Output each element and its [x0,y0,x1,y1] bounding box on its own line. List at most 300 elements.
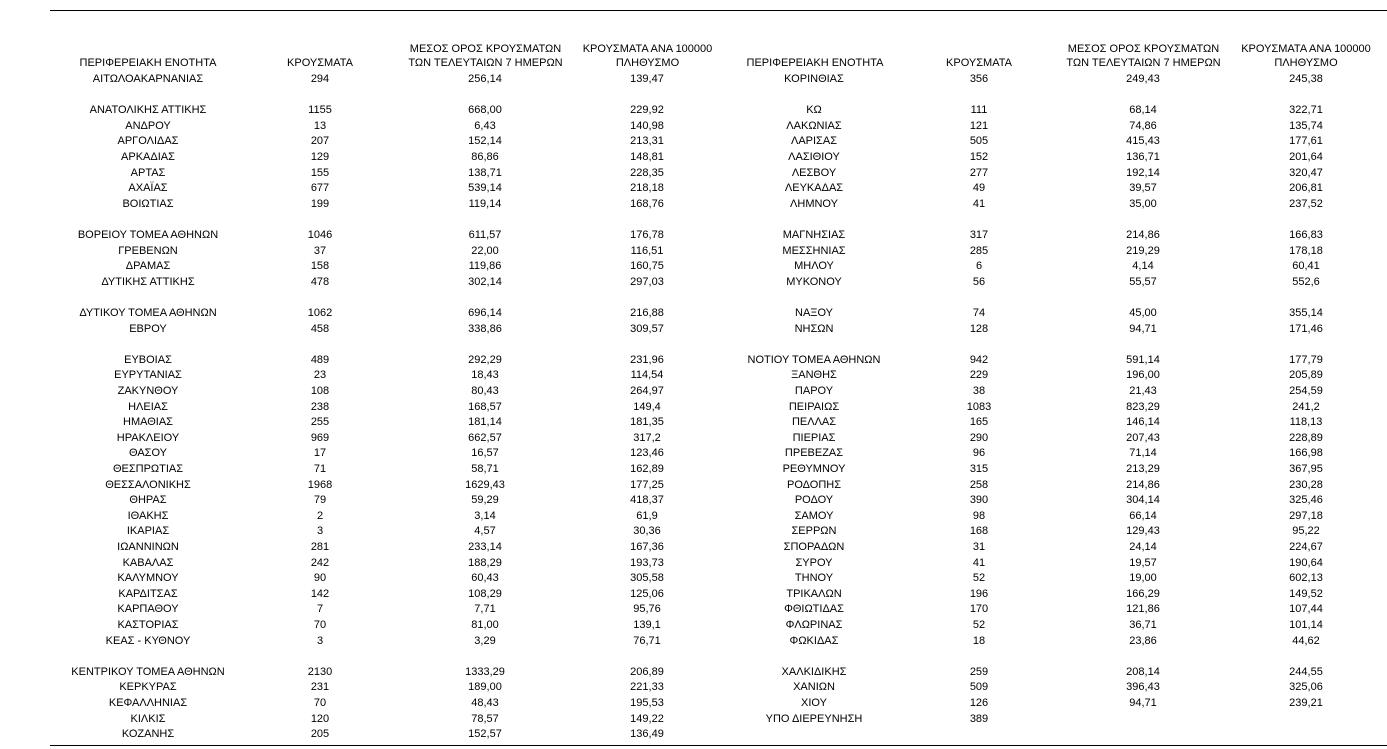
region-cell: ΑΧΑΪΑΣ [128,182,168,195]
cases-cell: 79 [313,494,327,507]
region-cell: ΚΕΝΤΡΙΚΟΥ ΤΟΜΕΑ ΑΘΗΝΩΝ [71,665,225,678]
cases-cell: 258 [969,478,989,491]
cases-cell: 90 [313,572,327,585]
region-cell: ΗΛΕΙΑΣ [128,400,168,413]
per100k-cell: 136,49 [630,728,664,741]
cases-cell: 71 [313,463,327,475]
avg-cell: 219,29 [1126,244,1160,257]
region-cell: ΑΡΤΑΣ [130,166,166,179]
cases-cell: 1062 [307,307,333,319]
region-cell: ΒΟΙΩΤΙΑΣ [122,197,174,210]
per100k-cell: 30,36 [633,525,661,538]
per100k-cell: 101,14 [1289,619,1323,631]
per100k-cell: 176,78 [630,229,664,241]
per100k-cell: 171,46 [1289,322,1323,335]
cases-cell: 70 [313,697,327,709]
cases-cell: 199 [310,197,330,210]
per100k-cell: 229,92 [630,104,664,117]
cases-cell: 2130 [307,665,333,678]
cases-cell: 129 [310,151,330,163]
per100k-cell: 228,89 [1289,431,1323,444]
avg-cell: 233,14 [468,541,502,553]
per100k-cell: 149,22 [630,712,664,725]
region-cell: ΚΑΡΔΙΤΣΑΣ [118,587,178,600]
region-cell: ΔΡΑΜΑΣ [125,260,171,273]
per100k-cell: 325,46 [1289,494,1323,507]
region-cell: ΗΜΑΘΙΑΣ [123,416,173,429]
avg-cell: 4,14 [1132,260,1154,273]
avg-cell: 207,43 [1126,431,1160,444]
avg-cell: 188,29 [468,556,502,569]
avg-cell: 39,57 [1129,182,1157,195]
header-avg-left: ΜΕΣΟΣ ΟΡΟΣ ΚΡΟΥΣΜΑΤΩΝ ΤΩΝ ΤΕΛΕΥΤΑΙΩΝ 7 ΗΜΕΡΩΝ [408,43,563,69]
avg-cell: 214,86 [1126,229,1160,241]
cases-cell: 315 [969,463,989,475]
region-cell: ΕΥΒΟΙΑΣ [124,353,172,366]
avg-cell: 119,86 [468,260,502,273]
cases-cell: 505 [969,135,989,148]
cases-cell: 255 [310,416,330,429]
avg-cell: 24,14 [1129,541,1157,553]
per100k-cell: 297,18 [1289,509,1323,522]
per100k-cell: 177,25 [630,478,664,491]
avg-cell: 1333,29 [465,665,505,678]
cases-cell: 259 [969,665,989,678]
per100k-cell: 60,41 [1292,260,1320,273]
cases-cell: 152 [969,151,989,163]
per100k-cell: 418,37 [630,494,664,507]
per100k-cell: 178,18 [1289,244,1323,257]
cases-cell: 677 [310,182,330,195]
cases-cell: 18 [972,634,986,647]
cases-cell: 41 [972,197,986,210]
per100k-cell: 322,71 [1289,104,1323,117]
cases-cell: 196 [969,587,989,600]
cases-cell: 13 [313,119,327,132]
cases-cell: 205 [310,728,330,741]
avg-cell: 45,00 [1129,307,1157,319]
per100k-cell: 218,18 [630,182,664,195]
region-cell: ΚΕΑΣ - ΚΥΘΝΟΥ [105,634,191,647]
region-cell: ΡΟΔΟΥ [794,494,834,507]
per100k-cell: 305,58 [630,572,664,585]
region-cell: ΘΕΣΠΡΩΤΙΑΣ [112,463,184,475]
cases-cell: 231 [310,681,330,694]
per100k-cell: 320,47 [1289,166,1323,179]
per100k-cell: 76,71 [633,634,661,647]
cases-cell: 1083 [966,400,992,413]
cases-cell: 3 [316,525,324,538]
per100k-cell: 245,38 [1289,73,1323,85]
per100k-cell: 206,81 [1289,182,1323,195]
cases-cell: 49 [972,182,986,195]
cases-cell: 389 [969,712,989,725]
per100k-cell: 325,06 [1289,681,1323,694]
region-cell: ΝΟΤΙΟΥ ΤΟΜΕΑ ΑΘΗΝΩΝ [747,353,881,366]
avg-cell: 696,14 [468,307,502,319]
avg-cell: 119,14 [468,197,502,210]
avg-cell: 1629,43 [465,478,505,491]
avg-cell: 94,71 [1129,322,1157,335]
avg-cell: 539,14 [468,182,502,195]
per100k-cell: 162,89 [630,463,664,475]
avg-cell: 214,86 [1126,478,1160,491]
cases-cell: 1155 [308,104,332,117]
header-region-left: ΠΕΡΙΦΕΡΕΙΑΚΗ ΕΝΟΤΗΤΑ [79,57,217,69]
cases-cell: 121 [969,119,989,132]
per100k-cell: 149,52 [1289,587,1323,600]
region-cell: ΙΚΑΡΙΑΣ [126,525,170,538]
region-cell: ΚΟΖΑΝΗΣ [121,728,175,741]
cases-cell: 6 [975,260,983,273]
avg-cell: 48,43 [471,697,499,709]
avg-cell: 292,29 [468,353,502,366]
region-cell: ΛΕΣΒΟΥ [791,166,837,179]
cases-cell: 70 [313,619,327,631]
avg-cell: 78,57 [471,712,499,725]
cases-cell: 52 [972,572,986,585]
per100k-cell: 355,14 [1289,307,1323,319]
cases-cell: 168 [969,525,989,538]
avg-cell: 668,00 [468,104,502,117]
per100k-cell: 224,67 [1289,541,1323,553]
cases-cell: 96 [972,447,986,460]
avg-cell: 68,14 [1129,104,1157,117]
avg-cell: 60,43 [471,572,499,585]
cases-cell: 74 [972,307,986,319]
cases-cell: 969 [310,431,330,444]
region-cell: ΚΑΣΤΟΡΙΑΣ [117,619,179,631]
avg-cell: 189,00 [468,681,502,694]
per100k-cell: 139,1 [633,619,661,631]
per100k-cell: 241,2 [1292,400,1320,413]
cases-cell: 38 [972,385,986,397]
cases-cell: 3 [316,634,324,647]
per100k-cell: 367,95 [1289,463,1323,475]
per100k-cell: 116,51 [630,244,664,257]
region-cell: ΔΥΤΙΚΗΣ ΑΤΤΙΚΗΣ [101,275,195,288]
per100k-cell: 309,57 [630,322,664,335]
cases-cell: 111 [970,104,988,117]
header-cases-left: ΚΡΟΥΣΜΑΤΑ [287,57,353,69]
per100k-cell: 125,06 [630,587,664,600]
avg-cell: 168,57 [468,400,502,413]
per100k-cell: 264,97 [630,385,664,397]
region-cell: ΧΑΝΙΩΝ [793,681,835,694]
region-cell: ΙΘΑΚΗΣ [127,509,169,522]
per100k-cell: 206,89 [630,665,664,678]
cases-cell: 98 [972,509,986,522]
avg-cell: 396,43 [1126,681,1160,694]
per100k-cell: 118,13 [1289,416,1323,429]
region-cell: ΠΑΡΟΥ [794,385,834,397]
avg-cell: 94,71 [1129,697,1157,709]
top-rule [50,10,1387,11]
per100k-cell: 193,73 [630,556,664,569]
avg-cell: 18,43 [471,369,499,382]
avg-cell: 249,43 [1126,73,1160,85]
region-cell: ΚΟΡΙΝΘΙΑΣ [784,73,844,85]
region-cell: ΜΕΣΣΗΝΙΑΣ [782,244,846,257]
per100k-cell: 177,61 [1289,135,1323,148]
cases-cell: 509 [969,681,989,694]
cases-cell: 458 [310,322,330,335]
header-per100k-right: ΚΡΟΥΣΜΑΤΑ ΑΝΑ 100000 ΠΛΗΘΥΣΜΟ [1241,43,1371,69]
cases-cell: 1046 [307,229,333,241]
region-cell: ΣΕΡΡΩΝ [791,525,837,538]
per100k-cell: 181,35 [630,416,664,429]
region-cell: ΒΟΡΕΙΟΥ ΤΟΜΕΑ ΑΘΗΝΩΝ [77,229,219,241]
avg-cell: 7,71 [474,603,496,616]
avg-cell: 35,00 [1129,197,1157,210]
region-cell: ΙΩΑΝΝΙΝΩΝ [117,541,179,553]
region-cell: ΛΗΜΝΟΥ [790,197,838,210]
cases-cell: 170 [969,603,989,616]
avg-cell: 611,57 [468,229,502,241]
per100k-cell: 297,03 [630,275,664,288]
region-cell: ΛΑΣΙΘΙΟΥ [788,151,840,163]
region-cell: ΜΗΛΟΥ [794,260,834,273]
avg-cell: 55,57 [1129,275,1157,288]
bottom-rule [50,745,1387,746]
per100k-cell: 148,81 [630,151,664,163]
region-cell: ΜΥΚΟΝΟΥ [786,275,842,288]
region-cell: ΚΑΛΥΜΝΟΥ [117,572,179,585]
per100k-cell: 216,88 [630,307,664,319]
avg-cell: 415,43 [1126,135,1160,148]
region-cell: ΧΙΟΥ [801,697,827,709]
cases-cell: 165 [969,416,989,429]
region-cell: ΚΕΡΚΥΡΑΣ [119,681,177,694]
avg-cell: 71,14 [1129,447,1157,460]
per100k-cell: 139,47 [630,73,664,85]
per100k-cell: 221,33 [630,681,664,694]
region-cell: ΘΑΣΟΥ [128,447,168,460]
avg-cell: 80,43 [471,385,499,397]
region-cell: ΑΙΤΩΛΟΑΚΑΡΝΑΝΙΑΣ [92,73,204,85]
avg-cell: 662,57 [468,431,502,444]
per100k-cell: 114,54 [630,369,664,382]
per100k-cell: 168,76 [630,197,664,210]
region-cell: ΚΩ [806,104,822,117]
region-cell: ΛΑΚΩΝΙΑΣ [786,119,842,132]
per100k-cell: 95,22 [1292,525,1320,538]
per100k-cell: 140,98 [630,119,664,132]
avg-cell: 74,86 [1129,119,1157,132]
cases-cell: 489 [310,353,330,366]
cases-cell: 356 [969,73,989,85]
avg-cell: 59,29 [471,494,499,507]
cases-cell: 277 [969,166,989,179]
cases-cell: 17 [313,447,327,460]
avg-cell: 3,29 [474,634,496,647]
cases-cell: 23 [313,369,327,382]
cases-cell: 390 [969,494,989,507]
region-cell: ΦΩΚΙΔΑΣ [789,634,839,647]
per100k-cell: 123,46 [630,447,664,460]
region-cell: ΚΕΦΑΛΛΗΝΙΑΣ [108,697,188,709]
avg-cell: 16,57 [471,447,499,460]
avg-cell: 22,00 [471,244,499,257]
cases-cell: 120 [310,712,330,725]
cases-cell: 207 [310,135,330,148]
region-cell: ΥΠΟ ΔΙΕΡΕΥΝΗΣΗ [765,712,863,725]
region-cell: ΕΒΡΟΥ [129,322,167,335]
region-cell: ΜΑΓΝΗΣΙΑΣ [782,229,846,241]
region-cell: ΚΑΒΑΛΑΣ [122,556,174,569]
avg-cell: 23,86 [1129,634,1157,647]
avg-cell: 129,43 [1126,525,1160,538]
per100k-cell: 231,96 [630,353,664,366]
per100k-cell: 149,4 [633,400,661,413]
per100k-cell: 205,89 [1289,369,1323,382]
region-cell: ΦΛΩΡΙΝΑΣ [785,619,843,631]
per100k-cell: 239,21 [1289,697,1323,709]
per100k-cell: 135,74 [1289,119,1323,132]
cases-cell: 242 [310,556,330,569]
region-cell: ΠΕΙΡΑΙΩΣ [788,400,840,413]
per100k-cell: 177,79 [1289,353,1323,366]
per100k-cell: 254,59 [1289,385,1323,397]
per100k-cell: 201,64 [1289,151,1323,163]
avg-cell: 591,14 [1126,353,1160,366]
cases-cell: 7 [316,603,324,616]
cases-cell: 281 [310,541,330,553]
cases-cell: 294 [310,73,330,85]
cases-cell: 37 [313,244,327,257]
region-cell: ΝΗΣΩΝ [794,322,834,335]
avg-cell: 196,00 [1126,369,1160,382]
per100k-cell: 95,76 [633,603,661,616]
per100k-cell: 166,83 [1289,229,1323,241]
region-cell: ΗΡΑΚΛΕΙΟΥ [116,431,180,444]
avg-cell: 152,14 [468,135,502,148]
avg-cell: 302,14 [468,275,502,288]
cases-cell: 41 [972,556,986,569]
header-per100k-left: ΚΡΟΥΣΜΑΤΑ ΑΝΑ 100000 ΠΛΗΘΥΣΜΟ [582,43,713,69]
avg-cell: 152,57 [468,728,502,741]
cases-cell: 155 [310,166,330,179]
per100k-cell: 213,31 [630,135,664,148]
region-cell: ΡΕΘΥΜΝΟΥ [782,463,846,475]
cases-cell: 142 [310,587,330,600]
per100k-cell: 602,13 [1289,572,1323,585]
per100k-cell: 195,53 [630,697,664,709]
region-cell: ΣΥΡΟΥ [795,556,833,569]
avg-cell: 4,57 [474,525,496,538]
avg-cell: 6,43 [474,119,496,132]
region-cell: ΧΑΛΚΙΔΙΚΗΣ [781,665,847,678]
region-cell: ΘΕΣΣΑΛΟΝΙΚΗΣ [105,478,191,491]
cases-cell: 229 [969,369,989,382]
per100k-cell: 230,28 [1289,478,1323,491]
avg-cell: 36,71 [1129,619,1157,631]
cases-cell: 158 [310,260,330,273]
avg-cell: 136,71 [1126,151,1160,163]
cases-cell: 128 [969,322,989,335]
region-cell: ΤΡΙΚΑΛΩΝ [786,587,842,600]
region-cell: ΣΑΜΟΥ [794,509,834,522]
per100k-cell: 61,9 [636,509,658,522]
per100k-cell: 160,75 [630,260,664,273]
avg-cell: 19,00 [1129,572,1157,585]
avg-cell: 338,86 [468,322,502,335]
per100k-cell: 317,2 [633,431,661,444]
per100k-cell: 107,44 [1289,603,1323,616]
avg-cell: 108,29 [468,587,502,600]
avg-cell: 3,14 [474,509,496,522]
region-cell: ΑΝΔΡΟΥ [125,119,171,132]
region-cell: ΡΟΔΟΠΗΣ [786,478,842,491]
avg-cell: 304,14 [1126,494,1160,507]
per100k-cell: 166,98 [1289,447,1323,460]
cases-cell: 942 [969,353,989,366]
per100k-cell: 552,6 [1292,275,1320,288]
cases-cell: 2 [316,509,324,522]
cases-cell: 56 [972,275,986,288]
avg-cell: 213,29 [1126,463,1160,475]
header-cases-right: ΚΡΟΥΣΜΑΤΑ [946,57,1012,69]
avg-cell: 146,14 [1126,416,1160,429]
region-cell: ΤΗΝΟΥ [794,572,834,585]
per100k-cell: 244,55 [1289,665,1323,678]
per100k-cell: 228,35 [630,166,664,179]
cases-cell: 52 [972,619,986,631]
region-cell: ΕΥΡΥΤΑΝΙΑΣ [114,369,182,382]
avg-cell: 86,86 [471,151,499,163]
region-cell: ΝΑΞΟΥ [795,307,833,319]
region-cell: ΚΑΡΠΑΘΟΥ [117,603,179,616]
per100k-cell: 167,36 [630,541,664,553]
region-cell: ΘΗΡΑΣ [129,494,167,507]
region-cell: ΠΙΕΡΙΑΣ [792,431,836,444]
region-cell: ΑΡΓΟΛΙΔΑΣ [117,135,179,148]
avg-cell: 181,14 [468,416,502,429]
region-cell: ΦΘΙΩΤΙΔΑΣ [784,603,844,616]
cases-cell: 290 [969,431,989,444]
avg-cell: 138,71 [468,166,502,179]
region-cell: ΣΠΟΡΑΔΩΝ [783,541,845,553]
per100k-cell: 237,52 [1289,197,1323,210]
region-cell: ΔΥΤΙΚΟΥ ΤΟΜΕΑ ΑΘΗΝΩΝ [79,307,217,319]
cases-cell: 126 [969,697,989,709]
header-region-right: ΠΕΡΙΦΕΡΕΙΑΚΗ ΕΝΟΤΗΤΑ [746,57,884,69]
region-cell: ΠΡΕΒΕΖΑΣ [784,447,844,460]
avg-cell: 192,14 [1126,166,1160,179]
avg-cell: 208,14 [1126,665,1160,678]
cases-cell: 478 [310,275,330,288]
cases-cell: 1968 [307,478,333,491]
avg-cell: 166,29 [1126,587,1160,600]
avg-cell: 256,14 [468,73,502,85]
avg-cell: 66,14 [1129,509,1157,522]
cases-cell: 317 [969,229,989,241]
region-cell: ΚΙΛΚΙΣ [130,712,166,725]
cases-cell: 285 [969,244,989,257]
avg-cell: 19,57 [1129,556,1157,569]
cases-cell: 238 [310,400,330,413]
region-cell: ΛΑΡΙΣΑΣ [790,135,837,148]
per100k-cell: 44,62 [1292,634,1320,647]
cases-cell: 108 [310,385,330,397]
region-cell: ΑΝΑΤΟΛΙΚΗΣ ΑΤΤΙΚΗΣ [89,104,207,117]
region-cell: ΓΡΕΒΕΝΩΝ [118,244,178,257]
avg-cell: 58,71 [471,463,499,475]
avg-cell: 823,29 [1126,400,1160,413]
region-cell: ΛΕΥΚΑΔΑΣ [784,182,844,195]
avg-cell: 81,00 [471,619,499,631]
region-cell: ΖΑΚΥΝΘΟΥ [117,385,179,397]
